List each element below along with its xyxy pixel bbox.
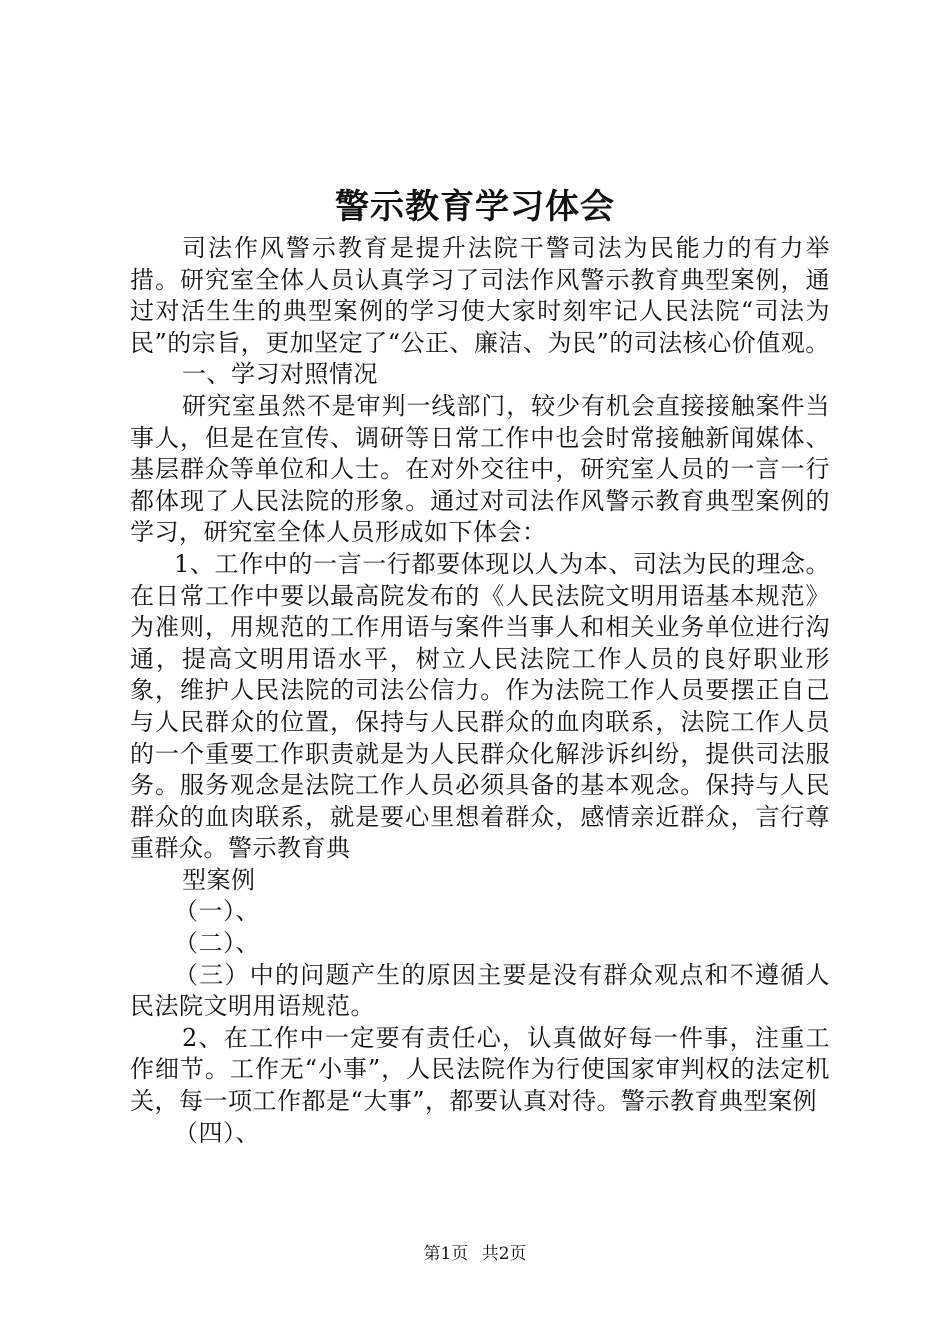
paragraph-case-3: （三）中的问题产生的原因主要是没有群众观点和不遵循人民法院文明用语规范。 (130, 960, 830, 1021)
paragraph-point-2: 2、在工作中一定要有责任心，认真做好每一件事，注重工作细节。工作无“小事”，人民法院作为行使国家审判权的法定机关，每一项工作都是“大事”，都要认真对待。警示教育典型案例 (130, 1023, 830, 1116)
paragraph-case-label: 型案例 (182, 865, 256, 894)
paragraph-case-4: （四）、 (174, 1118, 260, 1147)
paragraph-case-2: （二）、 (174, 929, 260, 958)
page-number: 第1页 (423, 1244, 469, 1264)
page-footer (0, 1242, 950, 1266)
paragraph-point-1: 1、工作中的一言一行都要体现以人为本、司法为民的理念。在日常工作中要以最高院发布的《人民法院文明用语基本规范》为准则，用规范的工作用语与案件当事人和相关业务单位进行沟通，提高文明用语水平，树立人民法院工作人员的良好职业形象，维护人民法院的司法公信力。作为法院工作人员要摆正自己与人民群众的位置，保持与人民群众的血肉联系，法院工作人员的一个重要工作职责就是为人民群众化解涉诉纠纷，提供司法服务。服务观念是法院工作人员必须具备的基本观念。保持与人民群众的血肉联系，就是要心里想着群众，感情亲近群众，言行尊重群众。警示教育典 (130, 549, 830, 863)
paragraph-intro: 司法作风警示教育是提升法院干警司法为民能力的有力举措。研究室全体人员认真学习了司法作风警示教育典型案例，通过对活生生的典型案例的学习使大家时刻牢记人民法院“司法为民”的宗旨，更加坚定了“公正、廉洁、为民”的司法核心价值观。 (130, 234, 830, 357)
paragraph-case-1: （一）、 (174, 897, 260, 926)
section-heading-1: 一、学习对照情况 (182, 360, 378, 389)
page-total: 共2页 (481, 1244, 527, 1264)
paragraph-research-office: 研究室虽然不是审判一线部门，较少有机会直接接触案件当事人，但是在宣传、调研等日常工作中也会时常接触新闻媒体、基层群众等单位和人士。在对外交往中，研究室人员的一言一行都体现了人民法院的形象。通过对司法作风警示教育典型案例的学习，研究室全体人员形成如下体会： (130, 391, 830, 547)
document-title: 警示教育学习体会 (335, 187, 615, 227)
document-body (130, 233, 830, 1149)
